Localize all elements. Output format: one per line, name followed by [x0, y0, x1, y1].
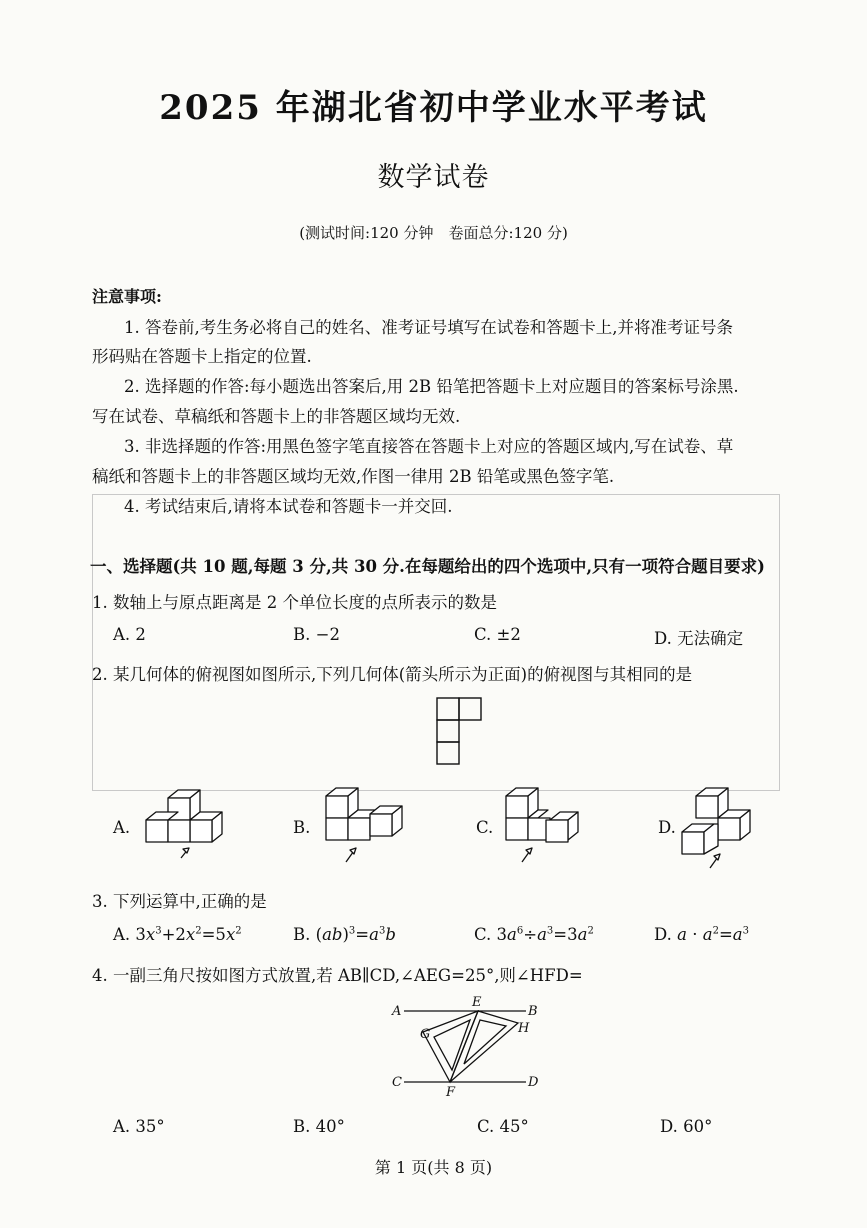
q3-option-b: B. $(ab)^3=a^3b$: [293, 925, 396, 944]
section-heading: 一、选择题(共 10 题,每题 3 分,共 30 分.在每题给出的四个选项中,只有一项符合题目要求): [90, 557, 765, 576]
notes-heading: 注意事项:: [92, 287, 162, 306]
q3-option-c: C. $3a^6\div a^3=3a^2$: [474, 925, 594, 944]
q2-top-view-figure: [436, 697, 484, 767]
q1-stem: 1. 数轴上与原点距离是 2 个单位长度的点所表示的数是: [92, 593, 497, 612]
q4-option-b: B. 40°: [293, 1117, 345, 1136]
q3-stem: 3. 下列运算中,正确的是: [92, 892, 267, 911]
exam-meta: (测试时间:120 分钟 卷面总分:120 分): [299, 224, 568, 242]
note-4: 4. 考试结束后,请将本试卷和答题卡一并交回.: [124, 497, 453, 516]
q3-option-d: D. $a \cdot a^2=a^3$: [654, 925, 749, 944]
note-1b: 形码贴在答题卡上指定的位置.: [92, 347, 312, 366]
label-h: H: [518, 1021, 530, 1036]
q2-option-b: B.: [293, 818, 311, 837]
note-2a: 2. 选择题的作答:每小题选出答案后,用 2B 铅笔把答题卡上对应题目的答案标号涂黑.: [124, 377, 739, 396]
q2-figure-c: [496, 786, 586, 868]
exam-subtitle: 数学试卷: [377, 162, 490, 193]
q4-option-c: C. 45°: [477, 1117, 529, 1136]
note-2b: 写在试卷、草稿纸和答题卡上的非答题区域均无效.: [92, 407, 461, 426]
page-footer: 第 1 页(共 8 页): [374, 1158, 493, 1177]
q4-triangle-figure: [388, 994, 548, 1100]
q2-stem: 2. 某几何体的俯视图如图所示,下列几何体(箭头所示为正面)的俯视图与其相同的是: [92, 665, 693, 684]
q2-option-a: A.: [113, 818, 131, 837]
label-g: G: [420, 1027, 431, 1042]
label-d: D: [528, 1075, 539, 1090]
q2-figure-b: [314, 786, 414, 868]
note-3a: 3. 非选择题的作答:用黑色签字笔直接答在答题卡上对应的答题区域内,写在试卷、草: [124, 437, 734, 456]
q2-option-c: C.: [476, 818, 494, 837]
label-f: F: [446, 1085, 456, 1100]
q4-option-a: A. 35°: [113, 1117, 165, 1136]
label-b: B: [528, 1004, 538, 1019]
q2-figure-d: [680, 786, 760, 870]
q4-option-d: D. 60°: [660, 1117, 713, 1136]
q3-option-a: A. $3x^3+2x^2=5x^2$: [113, 925, 242, 944]
note-1a: 1. 答卷前,考生务必将自己的姓名、准考证号填写在试卷和答题卡上,并将准考证号条: [124, 318, 733, 337]
q2-option-d: D.: [658, 818, 676, 837]
exam-title: 2025 年湖北省初中学业水平考试: [159, 88, 708, 128]
q1-option-d: D. 无法确定: [654, 629, 744, 648]
q1-option-c: C. ±2: [474, 625, 521, 644]
note-3b: 稿纸和答题卡上的非答题区域均无效,作图一律用 2B 铅笔或黑色签字笔.: [92, 467, 615, 486]
label-a: A: [392, 1004, 402, 1019]
q1-option-a: A. 2: [113, 625, 146, 644]
q4-stem: 4. 一副三角尺按如图方式放置,若 AB∥CD,∠AEG=25°,则∠HFD=: [92, 966, 583, 985]
q2-figure-a: [133, 788, 228, 868]
label-c: C: [392, 1075, 402, 1090]
label-e: E: [472, 995, 482, 1010]
q1-option-b: B. −2: [293, 625, 340, 644]
